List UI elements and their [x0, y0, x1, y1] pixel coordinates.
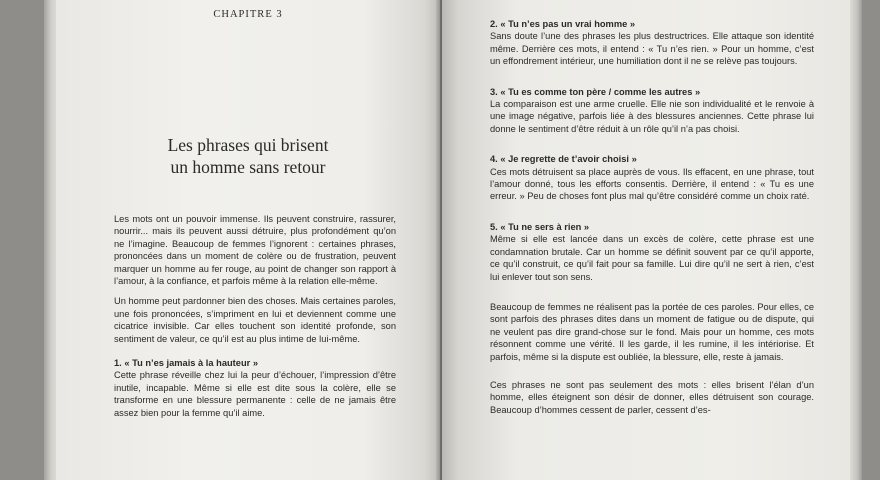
left-page-body — [114, 213, 396, 427]
left-page — [56, 0, 440, 480]
section-5-text: Même si elle est lancée dans un excès de colère, cette phrase est une condamnation brutale. Car un homme se définit souvent par ce qu’il apporte, ce qu’il construit, ce qu’il fait pour sa famille. Lui dire qu’il ne sert à rien, c’est lui enlever tout son sens. — [490, 234, 814, 282]
right-page-body — [490, 18, 814, 434]
section-4-text: Ces mots détruisent sa place auprès de vous. Ils effacent, en une phrase, tout l’amour donné, tous les efforts consentis. Derrière, il entend : « Tu es une erreur. » Peu de choses font plus mal qu’être considéré comme un choix raté. — [490, 166, 814, 202]
closing-paragraph-1: Beaucoup de femmes ne réalisent pas la portée de ces paroles. Pour elles, ce sont parfois des phrases dites dans un moment de fatigue ou de dispute, qui ne veulent pas dire grand-chose sur le fond. Mais pour un homme, ces mots résonnent comme une vérité. Il les garde, il les rumine, il les intériorise. Et parfois, même si la dispute est oubliée, la blessure, elle, reste à jamais. — [490, 301, 814, 362]
chapter-title-line-2: un homme sans retour — [170, 157, 326, 177]
section-5-heading: 5. « Tu ne sers à rien » — [490, 221, 590, 232]
chapter-title-line-1: Les phrases qui brisent — [167, 135, 329, 155]
closing-paragraph-2: Ces phrases ne sont pas seulement des mots : elles brisent l’élan d’un homme, elles éteignent son désir de donner, elles détruisent son courage. Beaucoup d’hommes cessent de parler, cessent d’es- — [490, 379, 814, 415]
right-page-edge — [850, 0, 862, 480]
chapter-title — [56, 134, 440, 178]
section-1-heading: 1. « Tu n’es jamais à la hauteur » — [114, 358, 258, 369]
section-3-text: La comparaison est une arme cruelle. Elle nie son individualité et le renvoie à une image négative, parfois liée à des blessures anciennes. Cette phrase lui donne le sentiment d’être réduit à un rôle qu’il n’a pas choisi. — [490, 99, 814, 134]
section-2-text: Sans doute l’une des phrases les plus destructrices. Elle attaque son identité même. Derrière ces mots, il entend : « Tu n’es rien. » Pour un homme, c’est un effondrement intérieur, une humiliation dont il ne se relève pas toujours. — [490, 31, 814, 67]
chapter-label: CHAPITRE 3 — [213, 9, 283, 20]
section-4-heading: 4. « Je regrette de t’avoir choisi » — [490, 154, 637, 165]
second-paragraph: Un homme peut pardonner bien des choses. Mais certaines paroles, une fois prononcées, s’impriment en lui et deviennent comme une cicatrice invisible. Car elles touchent son identité profonde, son sentiment de valeur, ce qu’il est au plus intime de lui-même. — [114, 296, 396, 344]
section-1-text: Cette phrase réveille chez lui la peur d’échouer, l’impression d’être inutile, incapable. Même si elle est dite sous la colère, elle se transforme en une blessure permanente : celle de ne jamais être assez bien pour la femme qu’il aime. — [114, 370, 396, 418]
right-page — [442, 0, 852, 480]
section-2-heading: 2. « Tu n’es pas un vrai homme » — [490, 19, 636, 29]
section-3-heading: 3. « Tu es comme ton père / comme les autres » — [490, 86, 701, 97]
intro-paragraph: Les mots ont un pouvoir immense. Ils peuvent construire, rassurer, nourrir... mais ils peuvent aussi détruire, plus profondément qu’on ne l’imagine. Beaucoup de femmes l’ignorent : certaines phrases, prononcées dans un moment de colère ou de frustration, peuvent marquer un homme au fer rouge, au point de changer son rapport à l’amour, à la confiance, et parfois même à la relation elle-même. — [114, 214, 396, 287]
